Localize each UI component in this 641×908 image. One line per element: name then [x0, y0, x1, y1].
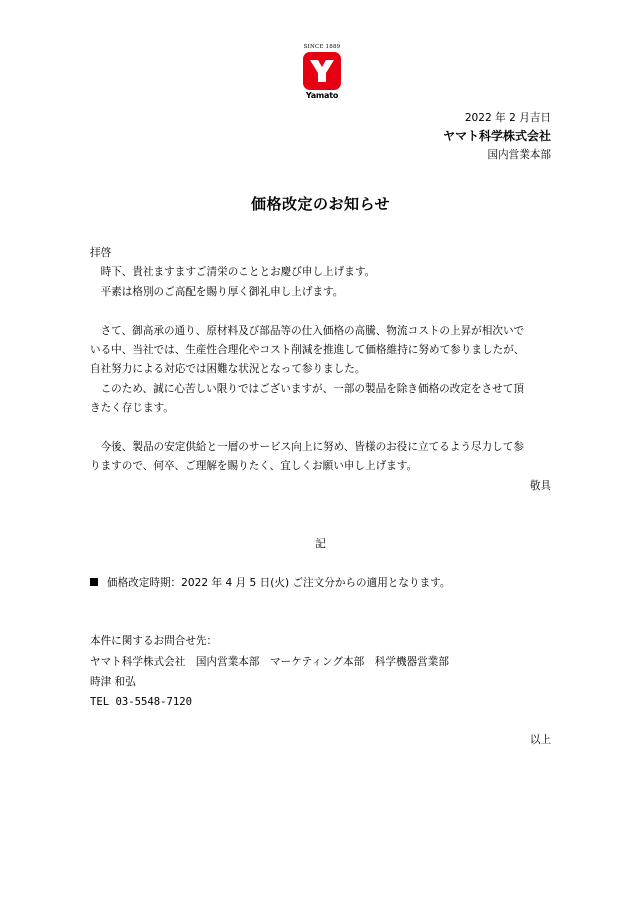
end-word: 以上	[529, 734, 551, 746]
opening-word: 拝啓	[90, 247, 112, 259]
body-line: 平素は格別のご高配を賜り厚く御礼申し上げます。	[90, 286, 344, 298]
body-line: りますので、何卒、ご理解を賜りたく、宜しくお願い申し上げます。	[90, 460, 418, 472]
contact-organization: ヤマト科学株式会社 国内営業本部 マーケティング本部 科学機器営業部	[90, 656, 449, 668]
contact-name: 時津 和弘	[90, 676, 136, 688]
notice-heading: 記	[315, 538, 326, 550]
department-name: 国内営業本部	[487, 149, 551, 161]
body-line: いる中、当社では、生産性合理化やコスト削減を推進して価格維持に努めて参りましたが、	[90, 344, 525, 356]
closing-word: 敬具	[529, 480, 551, 492]
issue-date: 2022 年 2 月吉日	[464, 112, 551, 124]
contact-tel: TEL 03-5548-7120	[90, 696, 193, 708]
body-line: きたく存じます。	[90, 402, 174, 414]
page-title: 価格改定のお知らせ	[250, 195, 391, 213]
contact-label: 本件に関するお問合せ先：	[90, 635, 218, 647]
body-line: 時下、貴社ますますご清栄のこととお慶び申し上げます。	[90, 266, 376, 278]
notice-item-text: 価格改定時期：2022 年 4 月 5 日(火) ご注文分からの適用となります。	[107, 577, 451, 589]
logo-brand-text: Yamato	[305, 91, 339, 100]
notice-item	[90, 576, 451, 590]
company-name: ヤマト科学株式会社	[442, 129, 551, 143]
yamato-logo-icon	[303, 52, 341, 90]
body-line: このため、誠に心苦しい限りではございますが、一部の製品を除き価格の改定をさせて頂	[90, 383, 524, 395]
body-line: 今後、製品の安定供給と一層のサービス向上に努め、皆様のお役に立てるよう尽力して参	[90, 441, 524, 453]
logo-since-text: SINCE 1889	[303, 44, 341, 50]
square-bullet-icon	[90, 578, 98, 586]
company-logo	[300, 44, 344, 102]
body-line: 自社努力による対応では困難な状況となって参りました。	[90, 363, 366, 375]
body-line: さて、御高承の通り、原材料及び部品等の仕入価格の高騰、物流コストの上昇が相次いで	[90, 325, 525, 337]
